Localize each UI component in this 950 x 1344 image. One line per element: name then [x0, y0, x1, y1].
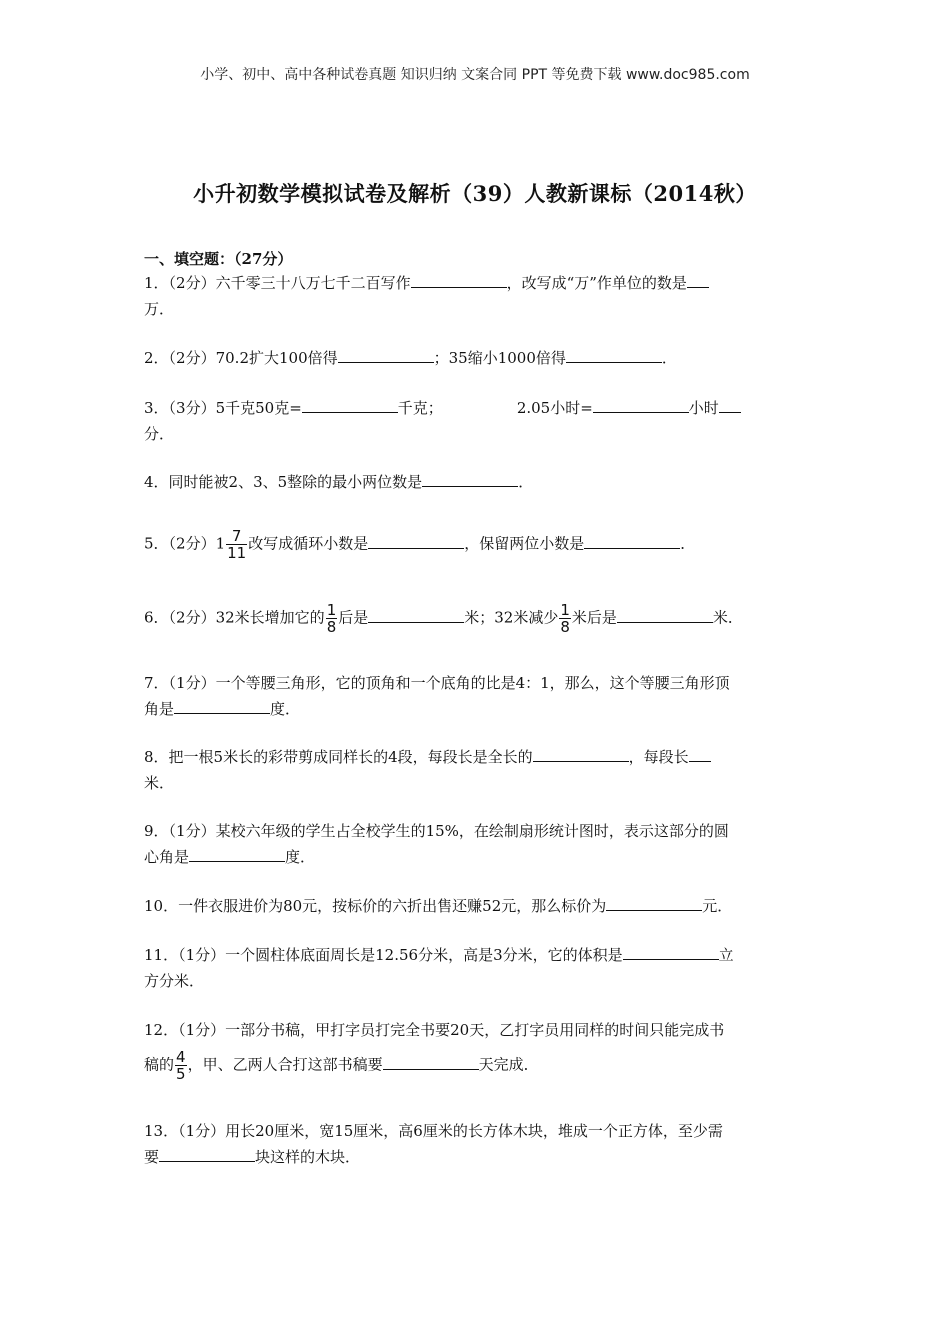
- answer-blank[interactable]: [719, 398, 741, 413]
- fraction: $\frac{7}{11}$: [227, 527, 247, 562]
- question-10: 10．一件衣服进价为80元，按标价的六折出售还赚52元，那么标价为 元．: [144, 897, 733, 915]
- question-7: 7．（1分）一个等腰三角形，它的顶角和一个底角的比是4：1，那么，这个等腰三角形顶 角是 度．: [144, 674, 730, 718]
- answer-blank[interactable]: [189, 847, 285, 862]
- answer-blank[interactable]: [411, 273, 507, 288]
- section-heading: 一、填空题：（27分）: [144, 250, 293, 268]
- page-header: 小学、初中、高中各种试卷真题 知识归纳 文案合同 PPT 等免费下载 www.doc985.com: [200, 67, 750, 83]
- question-13: 13．（1分）用长20厘米，宽15厘米，高6厘米的长方体木块，堆成一个正方体，至少需 要 块这样的木块．: [144, 1122, 723, 1166]
- answer-blank[interactable]: [338, 348, 434, 363]
- fraction: $\frac{1}{8}$: [326, 601, 337, 636]
- answer-blank[interactable]: [584, 534, 680, 549]
- question-5: 5．（2分）1 $\frac{7}{11}$ 改写成循环小数是 ，保留两位小数是 ．: [144, 527, 696, 562]
- question-4: 4．同时能被2、3、5整除的最小两位数是 ．: [144, 473, 534, 491]
- page-title: 小升初数学模拟试卷及解析（39）人教新课标（2014秋）: [193, 181, 757, 206]
- answer-blank[interactable]: [593, 398, 689, 413]
- question-11: 11．（1分）一个圆柱体底面周长是12.56分米，高是3分米，它的体积是 立 方分米．: [144, 946, 734, 990]
- answer-blank[interactable]: [159, 1147, 255, 1162]
- answer-blank[interactable]: [368, 534, 464, 549]
- answer-blank[interactable]: [368, 608, 464, 623]
- fraction: $\frac{4}{5}$: [176, 1048, 186, 1083]
- answer-blank[interactable]: [174, 699, 270, 714]
- fraction: $\frac{1}{8}$: [560, 601, 570, 636]
- question-2: 2．（2分）70.2扩大100倍得 ；35缩小1000倍得 ．: [144, 349, 677, 367]
- answer-blank[interactable]: [302, 398, 398, 413]
- answer-blank[interactable]: [617, 608, 713, 623]
- answer-blank[interactable]: [422, 472, 518, 487]
- question-9: 9．（1分）某校六年级的学生占全校学生的15%，在绘制扇形统计图时，表示这部分的圆 心角是 度．: [144, 822, 729, 866]
- question-1: 1．（2分）六千零三十八万七千二百写作 ，改写成“万”作单位的数是 万．: [144, 270, 809, 322]
- answer-blank[interactable]: [623, 945, 719, 960]
- question-3: 3．（3分）5千克50克= 千克； 2.05小时= 小时 分．: [144, 395, 809, 447]
- question-12: 12．（1分）一部分书稿，甲打字员打完全书要20天，乙打字员用同样的时间只能完成书 稿的 $\frac{4}{5}$ ，甲、乙两人合打这部书稿要 天完成．: [144, 1021, 725, 1083]
- answer-blank[interactable]: [689, 747, 711, 762]
- question-8: 8．把一根5米长的彩带剪成同样长的4段，每段长是全长的 ，每段长 米．: [144, 744, 809, 796]
- answer-blank[interactable]: [566, 348, 662, 363]
- answer-blank[interactable]: [383, 1055, 479, 1070]
- answer-blank[interactable]: [533, 747, 629, 762]
- question-6: 6．（2分）32米长增加它的 $\frac{1}{8}$ 后是 米；32米减少 $\frac{1}{8}$ 米后是 米．: [144, 601, 743, 636]
- answer-blank[interactable]: [687, 273, 709, 288]
- answer-blank[interactable]: [606, 896, 702, 911]
